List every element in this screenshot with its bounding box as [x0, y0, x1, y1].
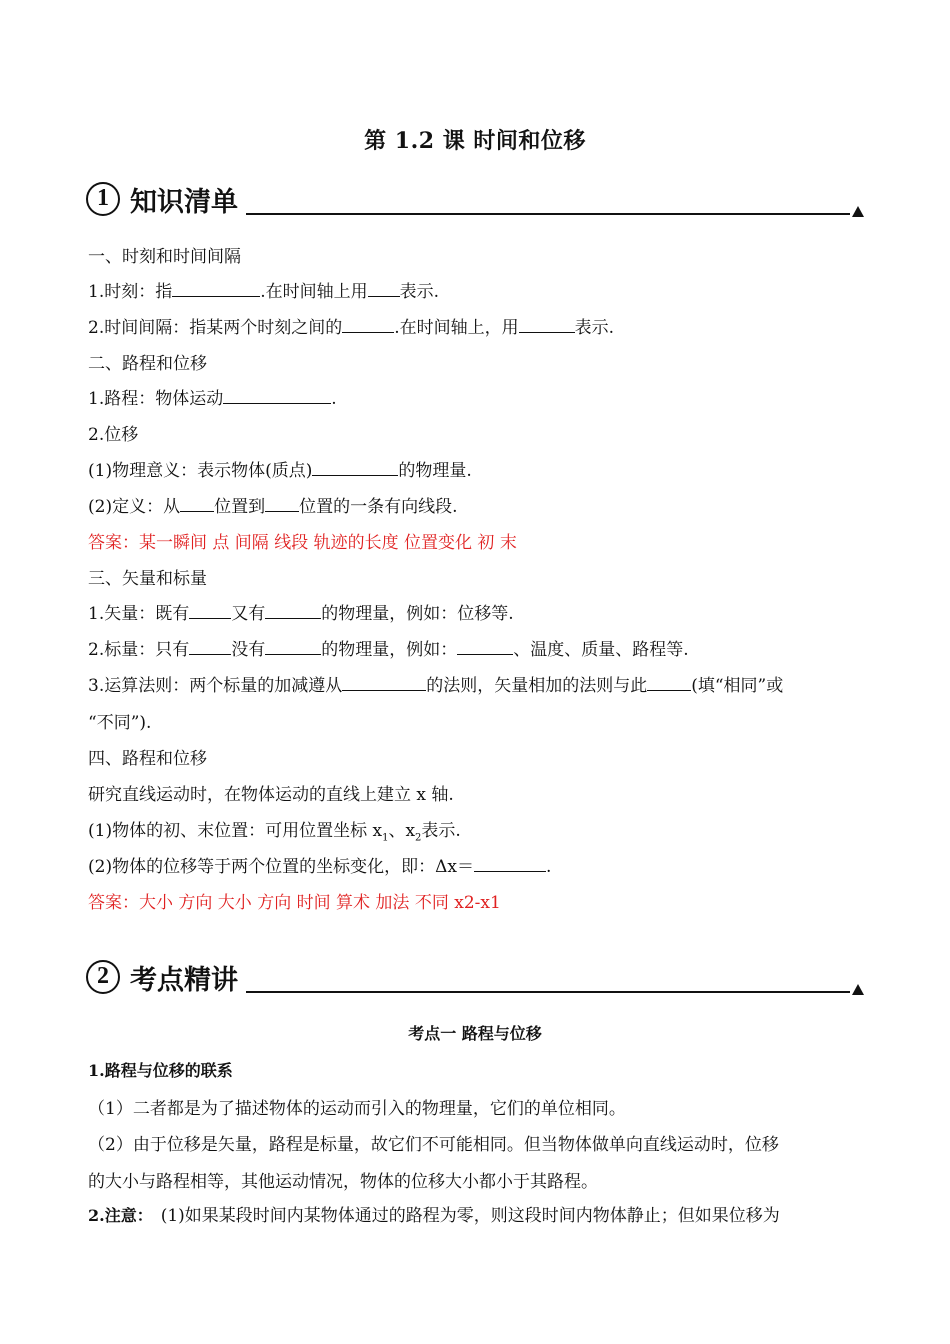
heading-vector-scalar: 三、矢量和标量 — [88, 569, 207, 589]
paragraph-line: （1）二者都是为了描述物体的运动而引入的物理量，它们的单位相同。 — [88, 1099, 626, 1119]
question-line: (2)物体的位移等于两个位置的坐标变化，即：Δx＝ . — [88, 857, 552, 877]
question-line: 3.运算法则：两个标量的加减遵从 的法则，矢量相加的法则与此 (填“相同”或 — [88, 676, 784, 696]
fill-blank[interactable] — [265, 638, 321, 655]
question-line: 1.路程：物体运动 . — [88, 389, 337, 409]
fill-blank[interactable] — [474, 855, 546, 872]
fill-blank[interactable] — [180, 495, 214, 512]
topic-heading: 考点一 路程与位移 — [408, 1024, 542, 1043]
answer-line: 答案：大小 方向 大小 方向 时间 算术 加法 不同 x2-x1 — [88, 893, 501, 913]
fill-blank[interactable] — [342, 316, 394, 333]
answer-line: 答案：某一瞬间 点 间隔 线段 轨迹的长度 位置变化 初 末 — [88, 533, 517, 553]
fill-blank[interactable] — [189, 638, 231, 655]
section-number-badge: 2 — [86, 960, 120, 994]
paragraph-line: （2）由于位移是矢量，路程是标量，故它们不可能相同。但当物体做单向直线运动时，位移 — [88, 1135, 779, 1155]
fill-blank[interactable] — [457, 638, 513, 655]
fill-blank[interactable] — [312, 459, 398, 476]
section-number-badge: 1 — [86, 182, 120, 216]
section-header-2 — [86, 956, 864, 1000]
section-title: 考点精讲 — [130, 965, 238, 996]
question-line: 2.标量：只有 没有 的物理量，例如： 、温度、质量、路程等. — [88, 640, 689, 660]
text-line: 研究直线运动时，在物体运动的直线上建立 x 轴. — [88, 785, 454, 805]
question-line: 1.时刻：指 .在时间轴上用 表示. — [88, 282, 440, 302]
triangle-marker-icon — [852, 206, 864, 217]
fill-blank[interactable] — [368, 280, 400, 297]
subheading: 2.位移 — [88, 425, 139, 445]
page-title: 第 1.2 课 时间和位移 — [364, 128, 586, 154]
fill-blank[interactable] — [647, 674, 691, 691]
heading-path-displacement: 二、路程和位移 — [88, 354, 207, 374]
question-line: 2.时间间隔：指某两个时刻之间的 .在时间轴上，用 表示. — [88, 318, 615, 338]
heading-moment-interval: 一、时刻和时间间隔 — [88, 247, 241, 267]
fill-blank[interactable] — [223, 387, 331, 404]
question-line: 1.矢量：既有 又有 的物理量，例如：位移等. — [88, 604, 514, 624]
question-line: (2)定义：从 位置到 位置的一条有向线段. — [88, 497, 458, 517]
section-header-1 — [86, 178, 864, 222]
heading-path-displacement-2: 四、路程和位移 — [88, 749, 207, 769]
fill-blank[interactable] — [519, 316, 575, 333]
section-rule — [246, 213, 850, 215]
fill-blank[interactable] — [342, 674, 426, 691]
paragraph-line: 2.注意： (1)如果某段时间内某物体通过的路程为零，则这段时间内物体静止；但如果位移为 — [88, 1206, 780, 1226]
subheading: 1.路程与位移的联系 — [88, 1061, 233, 1080]
fill-blank[interactable] — [265, 602, 321, 619]
triangle-marker-icon — [852, 984, 864, 995]
text-line: (1)物体的初、末位置：可用位置坐标 $x_1$、$x_2$表示. — [88, 821, 461, 844]
question-line: (1)物理意义：表示物体(质点) 的物理量. — [88, 461, 472, 481]
fill-blank[interactable] — [172, 280, 260, 297]
section-title: 知识清单 — [130, 187, 238, 218]
question-line-continued: “不同”). — [88, 713, 152, 733]
paragraph-line: 的大小与路程相等，其他运动情况，物体的位移大小都小于其路程。 — [88, 1172, 598, 1192]
section-rule — [246, 991, 850, 993]
fill-blank[interactable] — [265, 495, 299, 512]
fill-blank[interactable] — [189, 602, 231, 619]
